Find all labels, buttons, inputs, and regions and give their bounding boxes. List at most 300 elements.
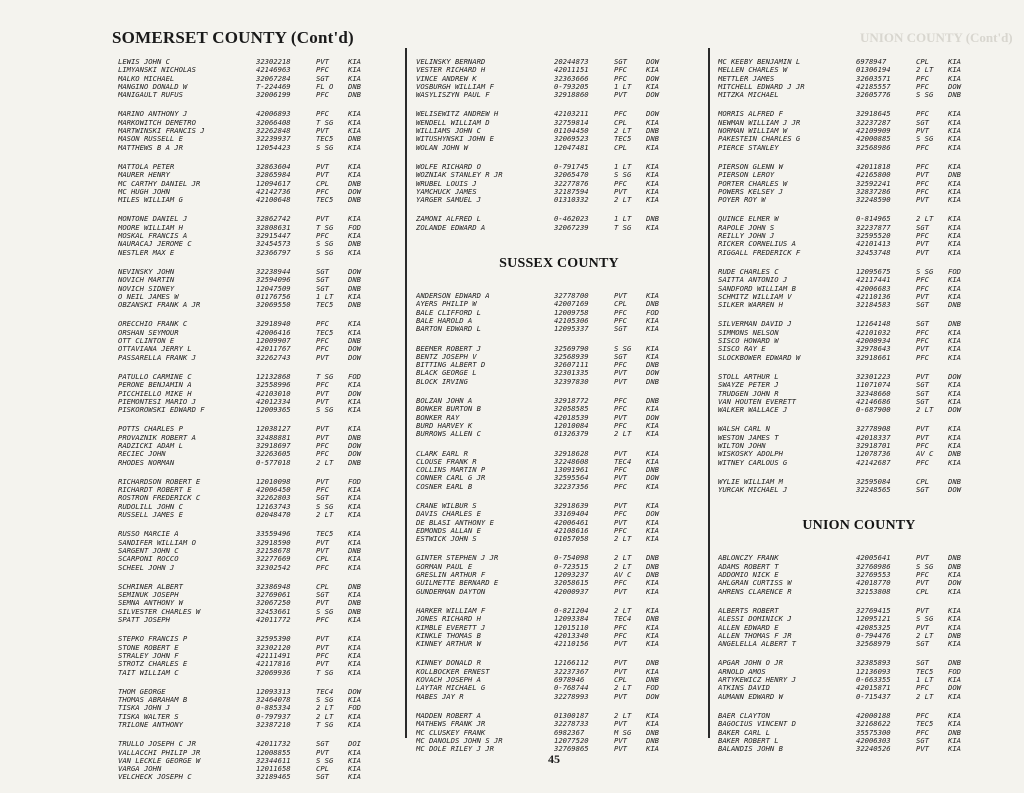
rank: PFC [316, 616, 329, 625]
rank: PVT [614, 640, 627, 649]
soldier-name: ORECCHIO FRANK C [118, 320, 188, 329]
casualty-type: DOW [948, 406, 961, 415]
serial-number: 01326379 [554, 430, 589, 439]
rank: PVT [916, 171, 929, 180]
roster-entry [118, 293, 400, 301]
serial-number: 32594096 [256, 276, 291, 285]
rank: PVT [316, 389, 329, 398]
soldier-name: TISKA WALTER S [118, 712, 179, 721]
soldier-name: MOORE WILLIAM H [118, 223, 183, 232]
casualty-type: KIA [948, 458, 961, 467]
soldier-name: MC HUGH JOHN [118, 187, 170, 196]
soldier-name: SIMMONS NELSON [718, 328, 779, 337]
soldier-name: WISKOSKY ADOLPH [718, 450, 783, 459]
casualty-type: DNB [948, 91, 961, 100]
casualty-type: KIA [348, 74, 361, 83]
serial-number: 42185557 [856, 82, 891, 91]
soldier-name: ANGELELLA ALBERT T [718, 640, 796, 649]
rank: 2 LT [916, 66, 934, 75]
serial-number: 32248590 [856, 196, 891, 205]
roster-entry [718, 571, 1000, 579]
rank: T SG [316, 223, 334, 232]
roster-entry [118, 425, 400, 433]
roster-entry [118, 696, 400, 704]
roster-entry [718, 285, 1000, 293]
serial-number: 32278993 [554, 692, 589, 701]
roster-entry [118, 224, 400, 232]
roster-entry [718, 459, 1000, 467]
soldier-name: WOLAN JOHN W [416, 143, 468, 152]
rank: T SG [316, 118, 334, 127]
roster-entry [718, 83, 1000, 91]
rank: S SG [316, 248, 334, 257]
casualty-type: KIA [348, 397, 361, 406]
soldier-name: RECIEC JOHN [118, 450, 166, 459]
serial-number: 32862742 [256, 215, 291, 224]
casualty-type: DNB [646, 615, 659, 624]
serial-number: 32592241 [856, 179, 891, 188]
roster-entry [118, 276, 400, 284]
soldier-name: RAPOLE JOHN S [718, 223, 775, 232]
casualty-type: DNB [948, 477, 961, 486]
serial-number: 42085325 [856, 623, 891, 632]
serial-number: 32558996 [256, 381, 291, 390]
serial-number: 42142687 [856, 458, 891, 467]
roster-entry [416, 588, 702, 596]
casualty-type: KIA [348, 66, 361, 75]
roster-entry [416, 422, 702, 430]
casualty-type: KIA [646, 196, 659, 205]
casualty-type: DNB [348, 276, 361, 285]
casualty-type: KIA [948, 162, 961, 171]
rank: PFC [316, 651, 329, 660]
serial-number: 32464078 [256, 696, 291, 705]
rank: SGT [916, 397, 929, 406]
serial-number: 42011732 [256, 740, 291, 749]
roster-group [416, 502, 702, 543]
rank: S SG [316, 502, 334, 511]
casualty-type: KIA [646, 344, 659, 353]
rank: CPL [316, 582, 329, 591]
soldier-name: RHODES NORMAN [118, 458, 175, 467]
serial-number: 12011658 [256, 765, 291, 774]
soldier-name: NAURACAJ JEROME C [118, 240, 192, 249]
soldier-name: STEPKO FRANCIS P [118, 635, 188, 644]
casualty-type: DNB [348, 196, 361, 205]
serial-number: 0-577018 [256, 458, 291, 467]
serial-number: 32006199 [256, 91, 291, 100]
soldier-name: OBZANSKI FRANK A JR [118, 301, 201, 310]
soldier-name: PIERCE STANLEY [718, 143, 779, 152]
roster-entry [416, 720, 702, 728]
soldier-name: BLOCK IRVING [416, 377, 468, 386]
rank: PVT [316, 397, 329, 406]
casualty-type: KIA [348, 616, 361, 625]
rank: 2 LT [614, 684, 632, 693]
roster-entry [416, 684, 702, 692]
soldier-name: MITCHELL EDWARD J JR [718, 82, 805, 91]
soldier-name: SCHRINER ALBERT [118, 582, 183, 591]
rank: PVT [916, 240, 929, 249]
rank: 1 LT [916, 676, 934, 685]
roster-entry [718, 615, 1000, 623]
soldier-name: ROSTRON FREDERICK C [118, 494, 201, 503]
rank: PFC [916, 711, 929, 720]
rank: PVT [916, 579, 929, 588]
roster-entry [118, 163, 400, 171]
soldier-name: MATTOLA PETER [118, 162, 175, 171]
rank: PFC [916, 684, 929, 693]
rank: PVT [316, 425, 329, 434]
rank: PVT [614, 692, 627, 701]
roster-entry [416, 353, 702, 361]
rank: PFC [614, 316, 627, 325]
serial-number: 12095337 [554, 325, 589, 334]
soldier-name: BAKER ROBERT L [718, 736, 779, 745]
casualty-type: KIA [948, 58, 961, 66]
soldier-name: WASYLISZYN PAUL F [416, 91, 490, 100]
serial-number: 32237356 [554, 482, 589, 491]
serial-number: 42011818 [856, 162, 891, 171]
casualty-type: KIA [948, 571, 961, 580]
roster-entry [718, 434, 1000, 442]
serial-number: 32240526 [856, 745, 891, 754]
roster-entry [118, 721, 400, 729]
soldier-name: QUINCE ELMER W [718, 215, 779, 224]
serial-number: 32808631 [256, 223, 291, 232]
casualty-type: KIA [348, 292, 361, 301]
roster-group [416, 607, 702, 648]
casualty-type: KIA [348, 748, 361, 757]
serial-number: 32263605 [256, 450, 291, 459]
rank: TEC5 [614, 135, 632, 144]
roster-entry [416, 171, 702, 179]
serial-number: 32605776 [856, 91, 891, 100]
roster-entry [416, 135, 702, 143]
casualty-type: KIA [948, 196, 961, 205]
rank: 2 LT [316, 712, 334, 721]
rank: SGT [916, 486, 929, 495]
rank: TEC4 [614, 457, 632, 466]
serial-number: 32595520 [856, 232, 891, 241]
serial-number: 0-791745 [554, 162, 589, 171]
rank: S SG [316, 756, 334, 765]
soldier-name: STRALEY JOHN F [118, 651, 179, 660]
rank: PFC [916, 353, 929, 362]
soldier-name: MOSKAL FRANCIS A [118, 232, 188, 241]
rank: PFC [614, 110, 627, 119]
serial-number: 12010098 [256, 477, 291, 486]
soldier-name: MC CARTHY DANIEL JR [118, 179, 201, 188]
soldier-name: VALLACCHI PHILIP JR [118, 748, 201, 757]
roster-entry [118, 144, 400, 152]
serial-number: 42011151 [554, 66, 589, 75]
casualty-type: DOW [646, 413, 659, 422]
casualty-type: KIA [646, 66, 659, 75]
serial-number: 32058585 [554, 405, 589, 414]
roster-entry [118, 478, 400, 486]
serial-number: 42000885 [856, 135, 891, 144]
rank: TEC4 [316, 687, 334, 696]
roster-entry [118, 547, 400, 555]
soldier-name: BAKER CARL L [718, 728, 770, 737]
rank: PFC [614, 74, 627, 83]
soldier-name: BAGOCIUS VINCENT D [718, 720, 796, 729]
casualty-type: DOW [646, 510, 659, 519]
rank: PFC [916, 328, 929, 337]
rank: T SG [316, 721, 334, 729]
rank: SGT [316, 74, 329, 83]
roster-entry [118, 591, 400, 599]
rank: PFC [916, 337, 929, 346]
soldier-name: MILES WILLIAM G [118, 196, 183, 205]
roster-group [118, 635, 400, 676]
rank: PFC [614, 405, 627, 414]
roster-entry [718, 276, 1000, 284]
rank: PVT [916, 745, 929, 754]
soldier-name: SANDFORD WILLIAM B [718, 284, 796, 293]
soldier-name: POYER ROY W [718, 196, 766, 205]
soldier-name: METTLER JAMES [718, 74, 775, 83]
casualty-type: KIA [948, 745, 961, 754]
soldier-name: VOSBURGH WILLIAM F [416, 82, 494, 91]
serial-number: 42006893 [256, 110, 291, 119]
soldier-name: AYERS PHILIP W [416, 300, 477, 309]
serial-number: 32067250 [256, 599, 291, 608]
soldier-name: SISCO RAY E [718, 345, 766, 354]
roster-entry [118, 75, 400, 83]
soldier-name: PIERSON LEROY [718, 171, 775, 180]
soldier-name: SCHMITZ WILLIAM V [718, 292, 792, 301]
roster-entry [718, 381, 1000, 389]
roster-entry [118, 442, 400, 450]
rank: PFC [614, 361, 627, 370]
soldier-name: ADAMS ROBERT T [718, 562, 779, 571]
rank: PVT [316, 127, 329, 136]
county-heading: SUSSEX COUNTY [499, 256, 619, 272]
rank: S SG [916, 135, 934, 144]
rank: PVT [614, 587, 627, 596]
casualty-type: KIA [348, 127, 361, 136]
soldier-name: MARINO ANTHONY J [118, 110, 188, 119]
roster-group [416, 58, 702, 99]
rank: AV C [614, 571, 632, 580]
serial-number: 32918639 [554, 501, 589, 510]
casualty-type: KIA [948, 240, 961, 249]
casualty-type: KIA [348, 171, 361, 180]
serial-number: 32366797 [256, 248, 291, 257]
casualty-type: KIA [948, 328, 961, 337]
soldier-name: WALSH CARL N [718, 425, 770, 434]
casualty-type: KIA [348, 696, 361, 705]
roster-group [118, 740, 400, 781]
soldier-name: MATHEWS FRANK JR [416, 720, 486, 729]
roster-entry [416, 361, 702, 369]
rank: PVT [316, 433, 329, 442]
soldier-name: RADZICKI ADAM L [118, 441, 183, 450]
rank: SGT [316, 740, 329, 749]
roster-group [718, 320, 1000, 361]
rank: S SG [614, 171, 632, 180]
casualty-type: KIA [948, 623, 961, 632]
casualty-type: FOD [348, 372, 361, 381]
roster-column-2 [416, 58, 702, 764]
rank: PFC [916, 728, 929, 737]
roster-entry [118, 91, 400, 99]
serial-number: 12095675 [856, 267, 891, 276]
casualty-type: DOW [348, 345, 361, 354]
rank: 2 LT [916, 406, 934, 415]
soldier-name: SEMNA ANTHONY W [118, 599, 183, 608]
casualty-type: DNB [348, 240, 361, 249]
casualty-type: KIA [348, 110, 361, 119]
casualty-type: DOW [348, 450, 361, 459]
roster-entry [718, 406, 1000, 414]
serial-number: 32248565 [856, 486, 891, 495]
roster-entry [416, 554, 702, 562]
roster-entry [718, 684, 1000, 692]
rank: PFC [614, 482, 627, 491]
casualty-type: KIA [948, 640, 961, 649]
roster-group [416, 163, 702, 204]
roster-entry [718, 119, 1000, 127]
serial-number: 0-885334 [256, 704, 291, 713]
soldier-name: STONE ROBERT E [118, 643, 179, 652]
roster-entry [118, 669, 400, 677]
casualty-type: KIA [646, 292, 659, 301]
serial-number: 12136093 [856, 667, 891, 676]
roster-entry [118, 635, 400, 643]
soldier-name: MATTHEWS B A JR [118, 143, 183, 152]
casualty-type: DOW [348, 687, 361, 696]
roster-entry [416, 693, 702, 701]
casualty-type: KIA [646, 187, 659, 196]
serial-number: 33169404 [554, 510, 589, 519]
casualty-type: KIA [646, 82, 659, 91]
roster-entry [718, 232, 1000, 240]
serial-number: 32067239 [554, 223, 589, 232]
serial-number: 32769865 [554, 745, 589, 754]
roster-entry [416, 345, 702, 353]
roster-group [416, 215, 702, 232]
rank: SGT [316, 591, 329, 600]
rank: PVT [916, 196, 929, 205]
casualty-type: KIA [948, 587, 961, 596]
column-divider-1 [405, 48, 407, 738]
casualty-type: KIA [646, 449, 659, 458]
roster-entry [118, 450, 400, 458]
serial-number: 35575300 [856, 728, 891, 737]
soldier-name: WENDELL WILLIAM D [416, 118, 490, 127]
casualty-type: KIA [348, 381, 361, 390]
rank: PFC [916, 441, 929, 450]
soldier-name: WELISEWITZ ANDREW H [416, 110, 499, 119]
casualty-type: DNB [348, 546, 361, 555]
roster-entry [416, 91, 702, 99]
soldier-name: ARTYKEWICZ HENRY J [718, 676, 796, 685]
casualty-type: KIA [646, 352, 659, 361]
rank: PFC [614, 66, 627, 75]
soldier-name: WILLIAMS JOHN C [416, 127, 481, 136]
roster-entry [416, 163, 702, 171]
rank: PVT [316, 538, 329, 547]
soldier-name: VELCHECK JOSEPH C [118, 773, 192, 782]
soldier-name: SAITTA ANTONIO J [718, 276, 788, 285]
casualty-type: KIA [948, 389, 961, 398]
roster-entry [118, 232, 400, 240]
serial-number: 0-723515 [554, 562, 589, 571]
serial-number: 32603571 [856, 74, 891, 83]
serial-number: 0-794476 [856, 631, 891, 640]
casualty-type: KIA [948, 397, 961, 406]
casualty-type: DNB [646, 135, 659, 144]
roster-entry [718, 486, 1000, 494]
roster-entry [718, 301, 1000, 309]
casualty-type: KIA [348, 494, 361, 503]
soldier-name: NOVICH MARTIN [118, 276, 175, 285]
soldier-name: WOZNIAK STANLEY R JR [416, 171, 503, 180]
casualty-type: KIA [348, 712, 361, 721]
casualty-type: DNB [646, 127, 659, 136]
roster-entry [416, 615, 702, 623]
casualty-type: DNB [646, 300, 659, 309]
rank: S SG [316, 143, 334, 152]
casualty-type: FOD [646, 684, 659, 693]
casualty-type: DNB [348, 82, 361, 91]
rank: S SG [916, 562, 934, 571]
roster-entry [718, 224, 1000, 232]
casualty-type: KIA [948, 676, 961, 685]
roster-entry [118, 373, 400, 381]
roster-entry [416, 430, 702, 438]
rank: PFC [614, 510, 627, 519]
soldier-name: BURD HARVEY K [416, 421, 473, 430]
soldier-name: RUSSO MARCIE A [118, 530, 179, 539]
serial-number: 32918772 [554, 397, 589, 406]
casualty-type: DNB [646, 571, 659, 580]
soldier-name: APGAR JOHN O JR [718, 659, 783, 668]
roster-entry [118, 713, 400, 721]
rank: PFC [614, 526, 627, 535]
page-number: 45 [548, 752, 560, 766]
soldier-name: BARTON EDWARD L [416, 325, 481, 334]
casualty-type: DNB [948, 554, 961, 563]
casualty-type: DNB [348, 458, 361, 467]
serial-number: 12008855 [256, 748, 291, 757]
soldier-name: RICKER CORNELIUS A [718, 240, 796, 249]
casualty-type: DNB [348, 607, 361, 616]
roster-entry [718, 607, 1000, 615]
roster-entry [118, 503, 400, 511]
casualty-type: KIA [646, 631, 659, 640]
soldier-name: BLACK GEORGE L [416, 369, 477, 378]
casualty-type: DNB [348, 337, 361, 346]
serial-number: 32058615 [554, 579, 589, 588]
rank: 2 LT [316, 511, 334, 520]
casualty-type: DNB [646, 361, 659, 370]
serial-number: 01306194 [856, 66, 891, 75]
casualty-type: KIA [948, 425, 961, 434]
soldier-name: MANIGAULT RUFUS [118, 91, 183, 100]
serial-number: 42000937 [554, 587, 589, 596]
soldier-name: YURCAK MICHAEL J [718, 486, 788, 495]
soldier-name: PIEMONTESI MARIO J [118, 397, 196, 406]
soldier-name: SILVESTER CHARLES W [118, 607, 201, 616]
soldier-name: WILTON JOHN [718, 441, 766, 450]
casualty-type: KIA [948, 276, 961, 285]
soldier-name: NORMAN WILLIAM W [718, 127, 788, 136]
rank: PVT [916, 425, 929, 434]
